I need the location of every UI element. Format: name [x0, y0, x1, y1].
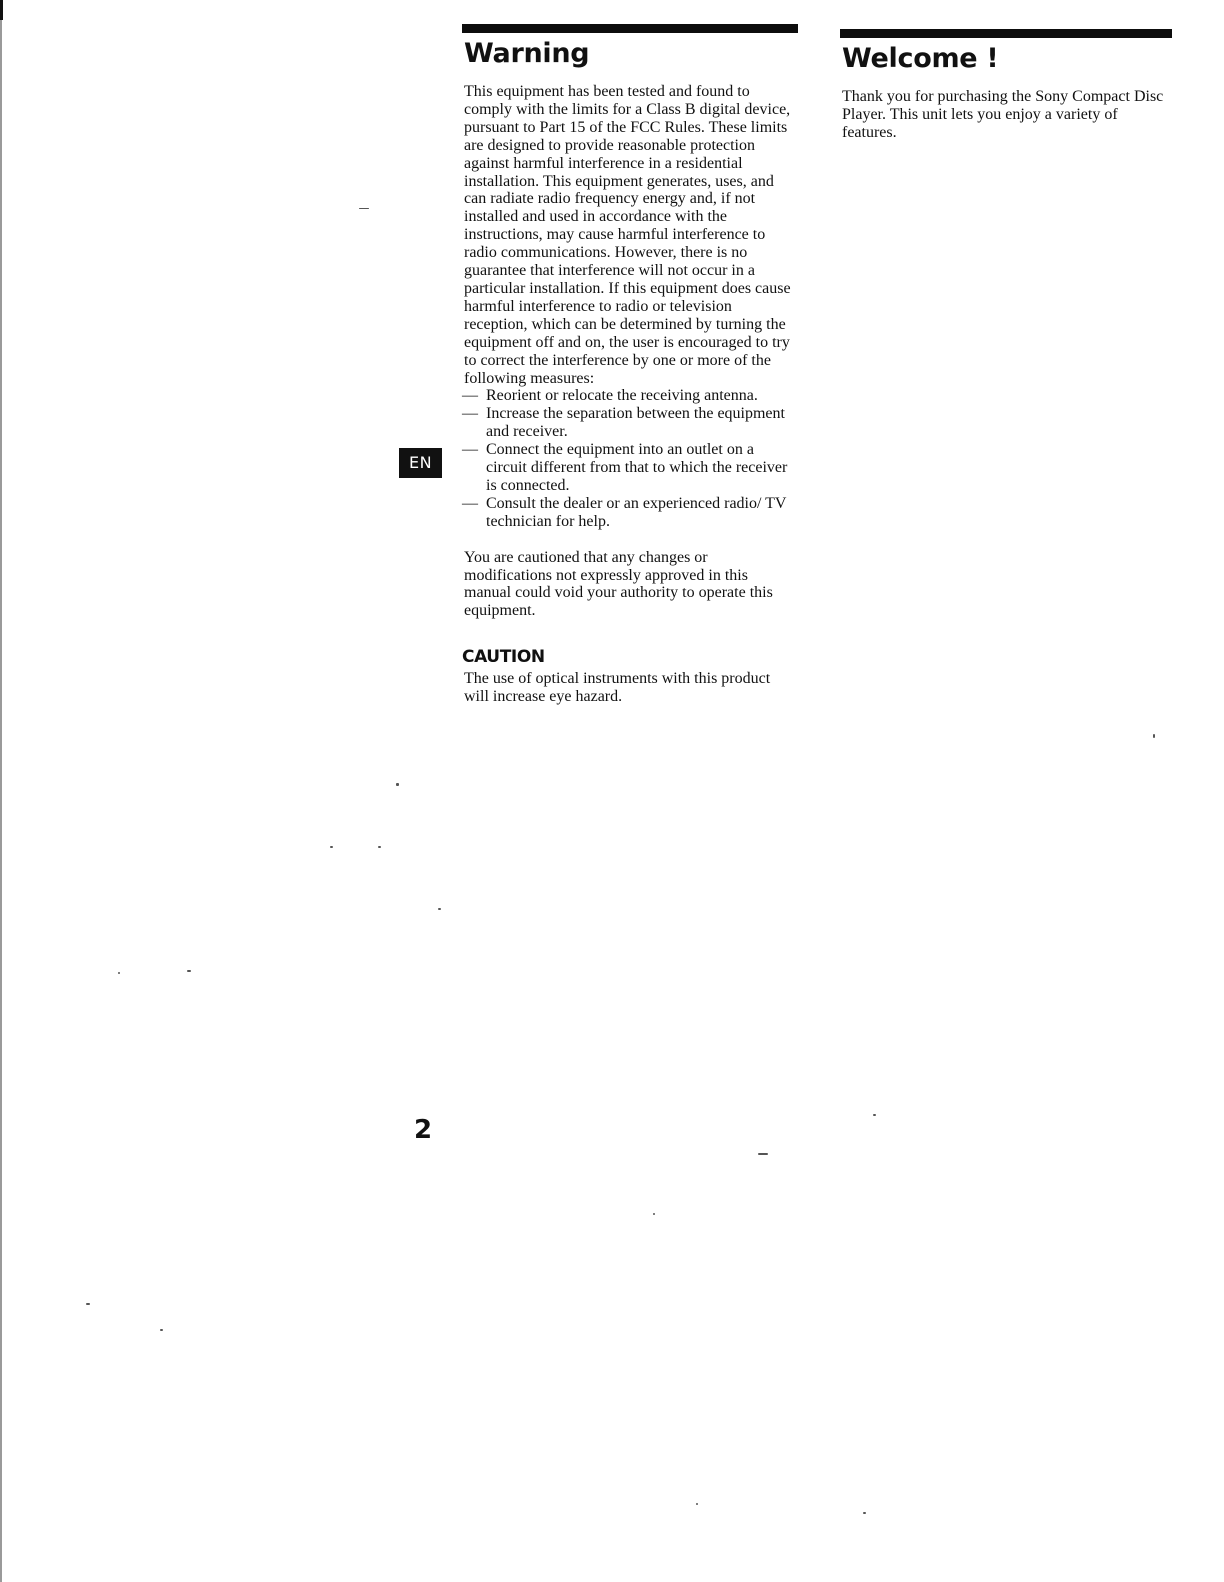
dash-marker: —	[462, 494, 478, 512]
scan-speck	[863, 1512, 866, 1514]
scan-speck	[1153, 734, 1155, 738]
warning-heading: Warning	[464, 38, 590, 69]
scan-speck	[396, 783, 399, 786]
scan-speck	[873, 1114, 876, 1116]
measure-item	[462, 387, 798, 405]
measure-text: Increase the separation between the equipment and receiver.	[486, 405, 785, 441]
scan-speck	[438, 908, 441, 910]
paragraph-gap	[462, 531, 798, 549]
caution-text: The use of optical instruments with this product will increase eye hazard.	[464, 670, 771, 706]
warning-section	[462, 24, 798, 706]
scan-speck	[187, 970, 191, 972]
scan-speck	[330, 846, 333, 848]
warning-paragraph: This equipment has been tested and found to comply with the limits for a Class B digital device, pursuant to Part 15 of the FCC Rules. These limits are designed to provide reasonable protection against harmful interference in a residential installation. This equipment generates, uses, and can radiate radio frequency energy and, if not installed and used in accordance with the instructions, may cause harmful interference to radio communications. However, there is no guarantee that interference will not occur in a particular installation. If this equipment does cause harmful interference to radio or television reception, which can be determined by turning the equipment off and on, the user is encouraged to try to correct the interference by one or more of the following measures:	[464, 83, 791, 387]
measure-text: Reorient or relocate the receiving antenna.	[486, 387, 758, 405]
dash-marker: —	[462, 441, 478, 459]
scan-speck	[359, 208, 369, 209]
warning-heading-rule	[462, 24, 798, 33]
measure-item	[462, 405, 798, 441]
scan-speck	[758, 1153, 768, 1155]
measure-item	[462, 441, 798, 495]
page-number: 2	[414, 1115, 433, 1145]
language-tab-en: EN	[399, 448, 442, 478]
measure-text: Consult the dealer or an experienced radio/ TV technician for help.	[486, 494, 787, 530]
welcome-heading: Welcome !	[842, 43, 999, 74]
modifications-paragraph: You are cautioned that any changes or modifications not expressly approved in this manual could void your authority to operate this equipment.	[464, 548, 773, 620]
welcome-heading-rule	[840, 29, 1172, 38]
caution-heading: CAUTION	[462, 647, 545, 668]
scan-speck	[696, 1503, 698, 1505]
scan-speck	[378, 846, 381, 848]
welcome-text: Thank you for purchasing the Sony Compact Disc Player. This unit lets you enjoy a variety of features.	[842, 88, 1164, 141]
scan-speck	[86, 1303, 90, 1305]
dash-marker: —	[462, 405, 478, 423]
scan-edge-mark	[0, 0, 3, 20]
measure-item	[462, 495, 798, 531]
dash-marker: —	[462, 387, 478, 405]
scan-speck	[160, 1329, 163, 1331]
measures-list	[462, 387, 798, 530]
welcome-section	[840, 29, 1172, 142]
measure-text: Connect the equipment into an outlet on a circuit different from that to which the receiver is connected.	[486, 441, 788, 494]
scan-edge	[0, 0, 2, 1582]
scan-speck	[118, 972, 120, 974]
scan-speck	[653, 1213, 655, 1215]
